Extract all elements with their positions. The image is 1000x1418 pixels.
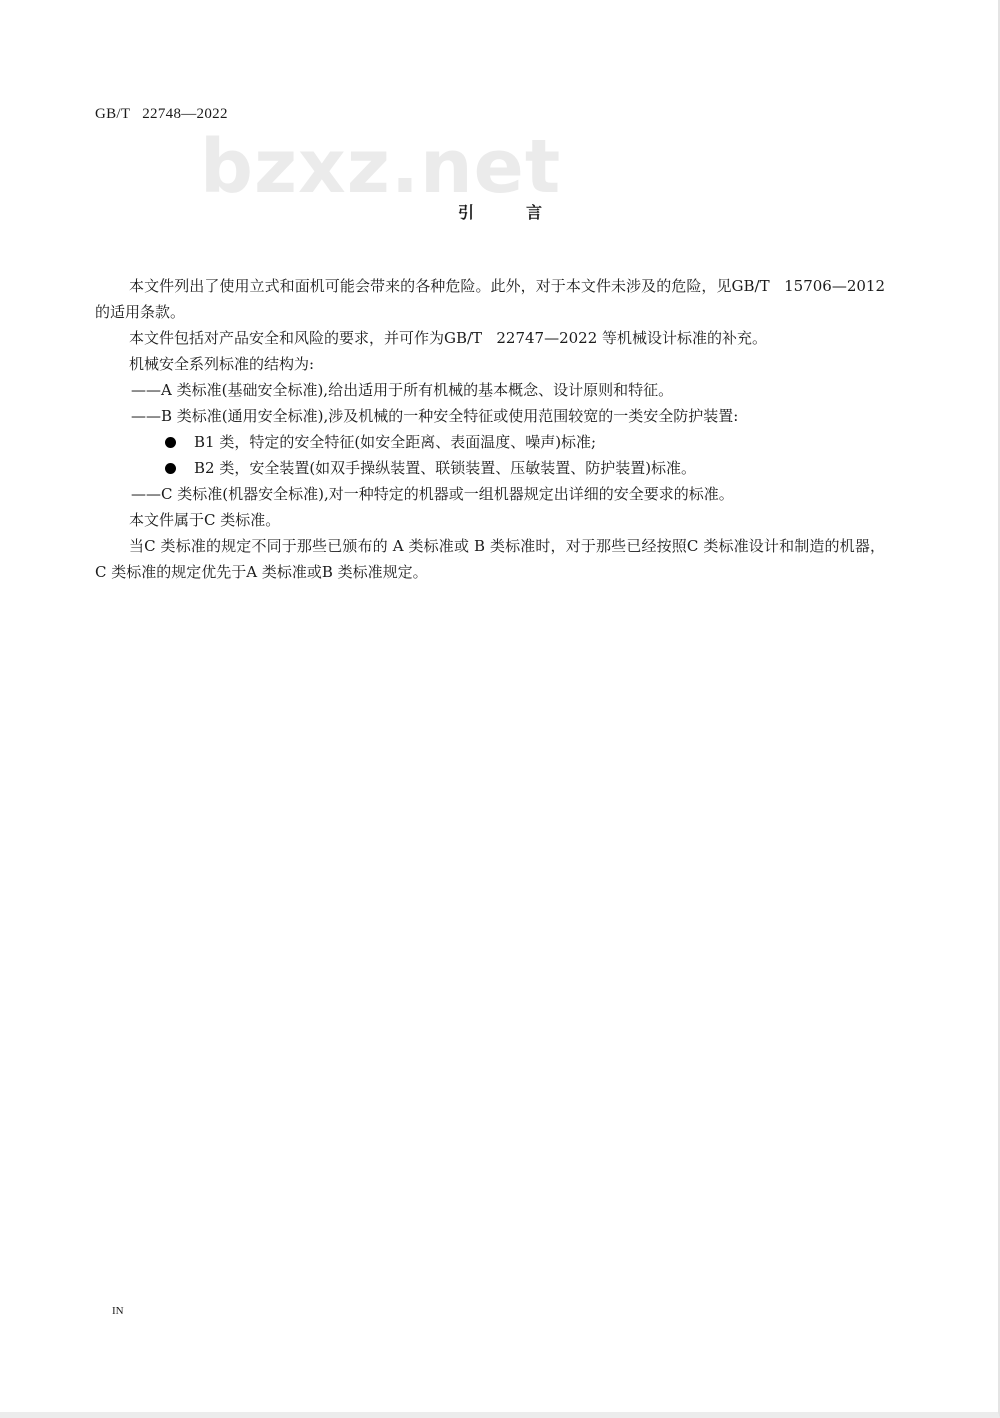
bullet-icon (165, 437, 176, 448)
list-item-type-b: ——B 类标准(通用安全标准),涉及机械的一种安全特征或使用范围较宽的一类安全防护装置: (131, 407, 739, 425)
standard-code-header: GB/T 22748—2022 (95, 106, 228, 122)
section-title: 引言 (457, 203, 594, 222)
bullet-item-b2-text: B2 类，安全装置(如双手操纵装置、联锁装置、压敏装置、防护装置)标准。 (194, 459, 697, 477)
watermark: bzxz.net (200, 124, 562, 210)
document-body (95, 273, 890, 585)
bullet-item-b1-text: B1 类，特定的安全特征(如安全距离、表面温度、噪声)标准; (194, 433, 597, 451)
paragraph-classification: 本文件属于C 类标准。 (129, 511, 281, 529)
bullet-icon (165, 463, 176, 474)
page-number: IN (112, 1305, 124, 1317)
list-item-type-c: ——C 类标准(机器安全标准),对一种特定的机器或一组机器规定出详细的安全要求的标准。 (131, 485, 734, 503)
paragraph-precedence: 当C 类标准的规定不同于那些已颁布的 A 类标准或 B 类标准时，对于那些已经按照C 类标准设计和制造的机器，C 类标准的规定优先于A 类标准或B 类标准规定。 (95, 537, 885, 581)
bullet-item-b2 (95, 455, 885, 481)
paragraph-structure-intro: 机械安全系列标准的结构为: (129, 355, 315, 373)
paragraph-scope: 本文件列出了使用立式和面机可能会带来的各种危险。此外，对于本文件未涉及的危险，见GB/T 15706—2012 的适用条款。 (95, 277, 890, 321)
bullet-item-b1 (95, 429, 885, 455)
list-item-type-a: ——A 类标准(基础安全标准),给出适用于所有机械的基本概念、设计原则和特征。 (131, 381, 674, 399)
paragraph-requirements: 本文件包括对产品安全和风险的要求，并可作为GB/T 22747—2022 等机械设计标准的补充。 (129, 329, 768, 347)
